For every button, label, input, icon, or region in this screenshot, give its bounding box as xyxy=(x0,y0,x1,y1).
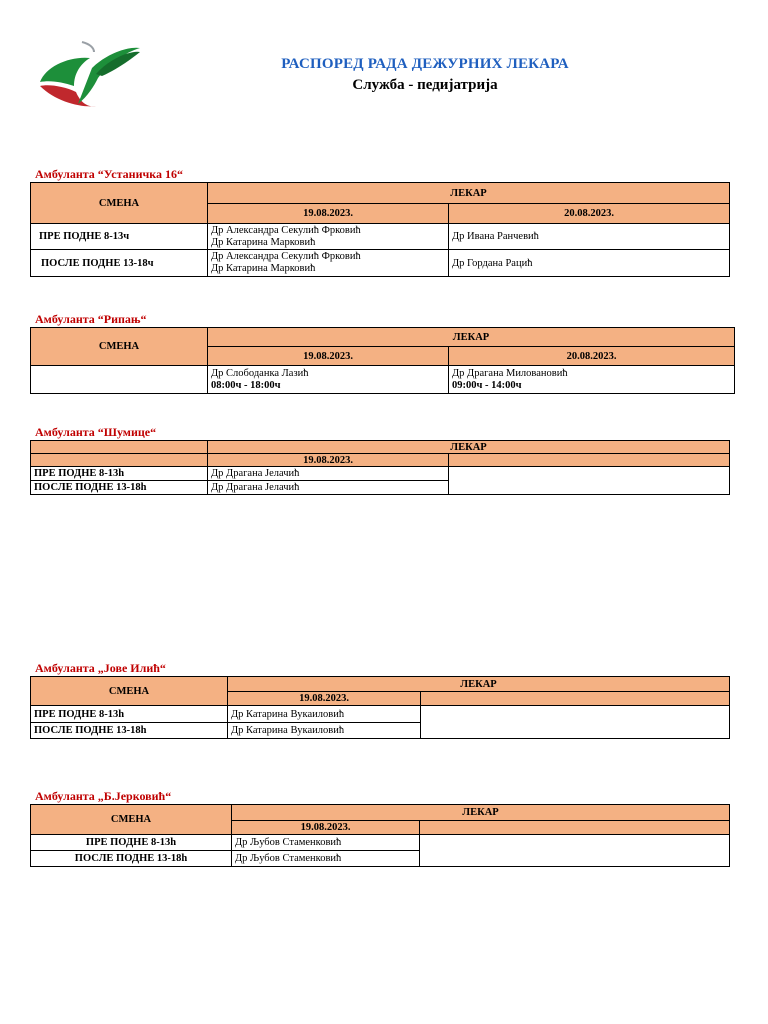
schedule-table-sumice xyxy=(30,440,730,495)
shift-cell: ПОСЛЕ ПОДНЕ 13-18ч xyxy=(31,250,208,277)
schedule-table-ripanj xyxy=(30,327,735,394)
schedule-table-jerkovic xyxy=(30,804,730,867)
doctor-name: Др Катарина Марковић xyxy=(211,236,316,248)
doctor-cell: Др Катарина Вукаиловић xyxy=(228,706,421,723)
section-title-jerkovic: Амбуланта „Б.Јерковић“ xyxy=(35,789,172,803)
doctor-cell: Др Љубов Стаменковић xyxy=(232,835,420,851)
date-header: 19.08.2023. xyxy=(232,821,420,835)
table-row xyxy=(31,224,730,250)
doctor-cell: Др Ивана Ранчевић xyxy=(449,224,730,250)
shift-cell: ПОСЛЕ ПОДНЕ 13-18h xyxy=(31,481,208,495)
shift-header: СМЕНА xyxy=(31,677,228,706)
doctor-header: ЛЕКАР xyxy=(208,328,735,347)
date-header xyxy=(449,454,730,467)
section-title-jove-ilic: Амбуланта „Јове Илић“ xyxy=(35,661,166,675)
doctor-name: Др Катарина Марковић xyxy=(211,263,316,274)
page-subtitle: Служба - педијатрија xyxy=(352,77,498,93)
table-row xyxy=(31,250,730,277)
doctor-cell: Др Драгана Јелачић xyxy=(208,481,449,495)
shift-cell: ПРЕ ПОДНЕ 8-13h xyxy=(31,706,228,723)
doctor-header: ЛЕКАР xyxy=(232,805,730,821)
doctor-cell: Др Катарина Вукаиловић xyxy=(228,723,421,739)
doctor-cell xyxy=(208,250,449,277)
date-header: 19.08.2023. xyxy=(208,204,449,224)
doctor-header: ЛЕКАР xyxy=(208,183,730,204)
doctor-header: ЛЕКАР xyxy=(208,441,730,454)
shift-time: 08:00ч - 18:00ч xyxy=(211,379,281,391)
shift-header xyxy=(31,441,208,454)
doctor-name: Др Драгана Миловановић xyxy=(452,367,568,379)
doctor-header: ЛЕКАР xyxy=(228,677,730,692)
empty-cell xyxy=(420,835,730,867)
shift-cell: ПРЕ ПОДНЕ 8-13h xyxy=(31,467,208,481)
date-header xyxy=(421,692,730,706)
shift-cell xyxy=(31,366,208,394)
date-header xyxy=(420,821,730,835)
shift-header: СМЕНА xyxy=(31,805,232,835)
shift-header: СМЕНА xyxy=(31,328,208,366)
shift-header xyxy=(31,454,208,467)
schedule-table-ustanicka xyxy=(30,182,730,277)
shift-header: СМЕНА xyxy=(31,183,208,224)
doctor-cell xyxy=(208,366,449,394)
doctor-cell: Др Гордана Рацић xyxy=(449,250,730,277)
date-header: 19.08.2023. xyxy=(208,454,449,467)
doctor-name: Др Александра Секулић Фрковић xyxy=(211,224,361,236)
shift-cell: ПРЕ ПОДНЕ 8-13h xyxy=(31,835,232,851)
shift-cell: ПОСЛЕ ПОДНЕ 13-18h xyxy=(31,851,232,867)
doctor-cell: Др Љубов Стаменковић xyxy=(232,851,420,867)
table-row xyxy=(31,706,730,723)
shift-cell: ПРЕ ПОДНЕ 8-13ч xyxy=(31,224,208,250)
schedule-table-jove-ilic xyxy=(30,676,730,739)
table-row xyxy=(31,366,735,394)
doctor-name: Др Александра Секулић Фрковић xyxy=(211,251,361,262)
logo-icon xyxy=(36,40,142,112)
shift-time: 09:00ч - 14:00ч xyxy=(452,379,522,391)
empty-cell xyxy=(421,706,730,739)
doctor-cell xyxy=(208,224,449,250)
date-header: 19.08.2023. xyxy=(228,692,421,706)
table-row xyxy=(31,467,730,481)
doctor-name: Др Слободанка Лазић xyxy=(211,367,309,379)
date-header: 19.08.2023. xyxy=(208,347,449,366)
date-header: 20.08.2023. xyxy=(449,204,730,224)
doctor-cell: Др Драгана Јелачић xyxy=(208,467,449,481)
section-title-ustanicka: Амбуланта “Устаничка 16“ xyxy=(35,167,183,181)
empty-cell xyxy=(449,467,730,495)
section-title-ripanj: Амбуланта “Рипањ“ xyxy=(35,312,147,326)
doctor-cell xyxy=(449,366,735,394)
date-header: 20.08.2023. xyxy=(449,347,735,366)
page-title: РАСПОРЕД РАДА ДЕЖУРНИХ ЛЕКАРА xyxy=(281,56,569,72)
shift-cell: ПОСЛЕ ПОДНЕ 13-18h xyxy=(31,723,228,739)
section-title-sumice: Амбуланта “Шумице“ xyxy=(35,425,157,439)
table-row xyxy=(31,835,730,851)
